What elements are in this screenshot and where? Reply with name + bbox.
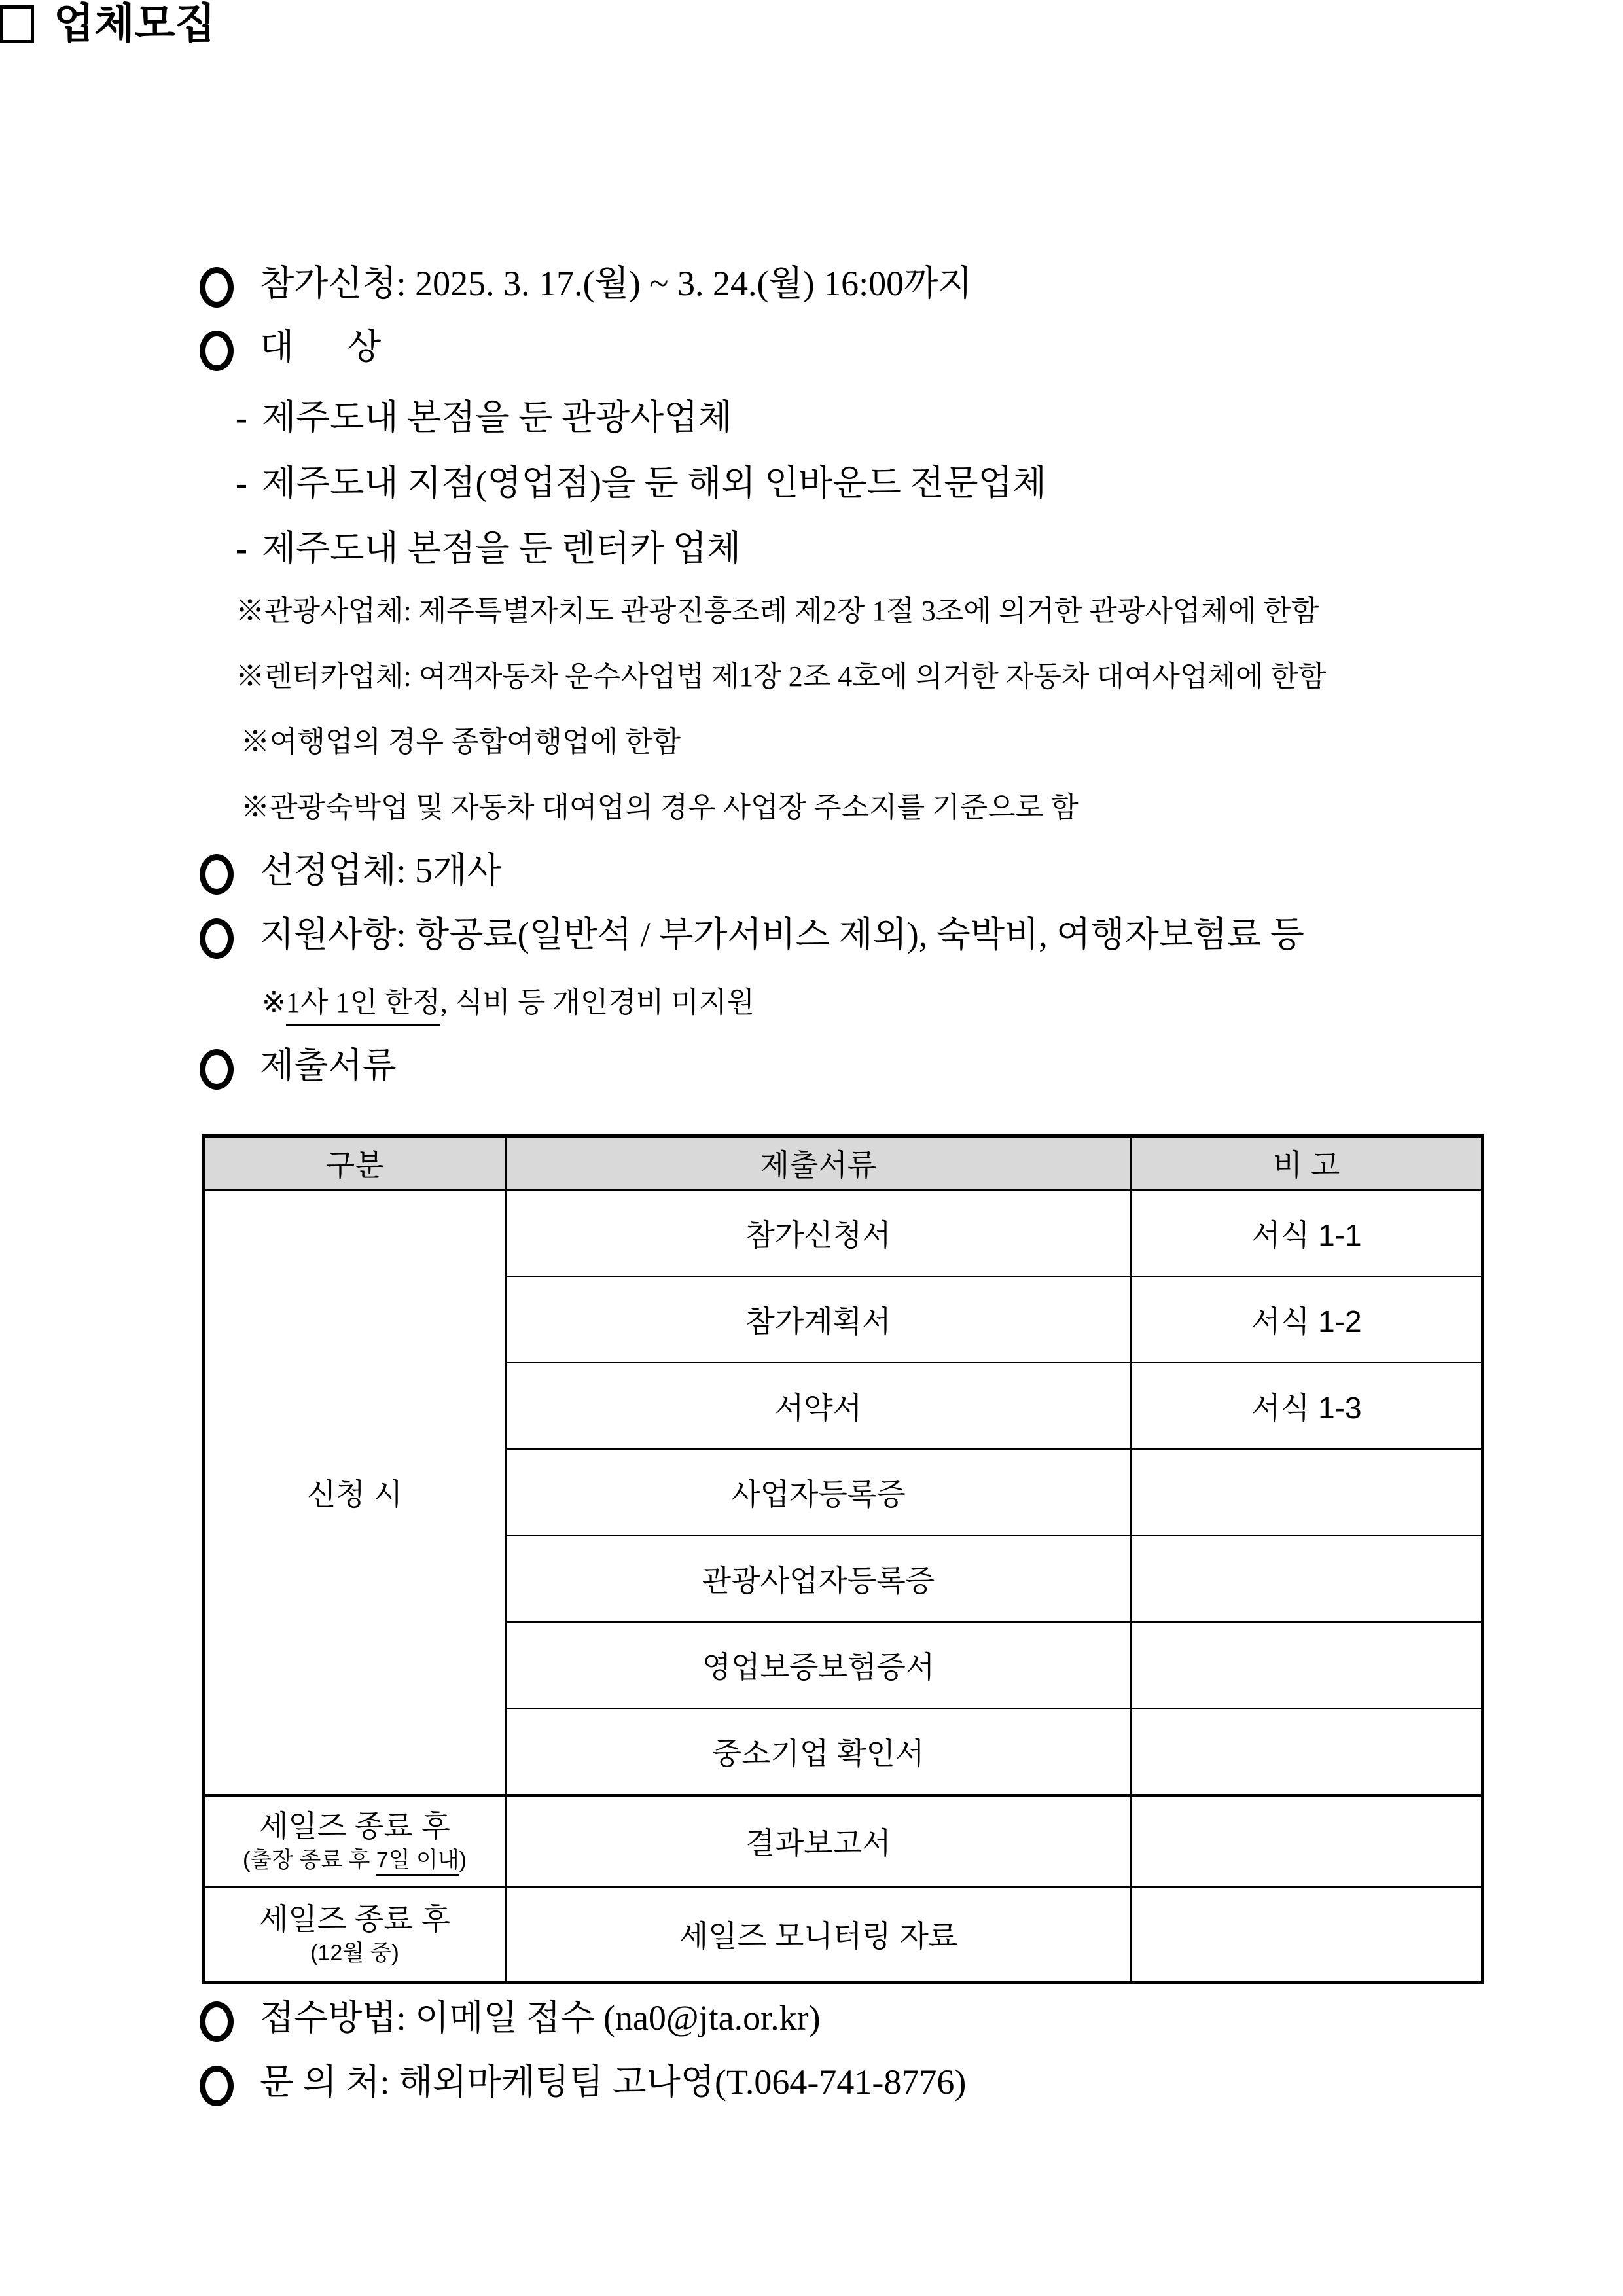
receipt-method-text: 접수방법: 이메일 접수 (na0@jta.or.kr) — [260, 1998, 821, 2037]
note-text: ※여행업의 경우 종합여행업에 한함 — [241, 726, 681, 758]
dash-icon: - — [236, 529, 247, 568]
bullet-target — [200, 324, 381, 371]
cell-document: 참가계획서 — [506, 1276, 1132, 1363]
category-line1: 세일즈 종료 후 — [259, 1809, 451, 1843]
asterisk-marker: ※ — [262, 986, 286, 1018]
table-row — [204, 1190, 1483, 1277]
circle-bullet-icon — [200, 918, 234, 959]
cell-remark — [1132, 1449, 1483, 1535]
cell-category-application: 신청 시 — [204, 1190, 506, 1796]
header-remarks: 비 고 — [1132, 1136, 1483, 1190]
bullet-receipt-method — [200, 1995, 821, 2042]
circle-bullet-icon — [200, 1049, 234, 1090]
circle-bullet-icon — [200, 267, 234, 308]
target-item-text: 제주도내 본점을 둔 렌터카 업체 — [261, 529, 741, 568]
dash-icon: - — [236, 398, 247, 437]
note-text: ※관광숙박업 및 자동차 대여업의 경우 사업장 주소지를 기준으로 함 — [241, 791, 1079, 823]
note-text: ※렌터카업체: 여객자동차 운수사업법 제1장 2조 4호에 의거한 자동차 대여사업체에 한함 — [236, 660, 1327, 692]
selected-count-text: 선정업체: 5개사 — [260, 851, 501, 890]
cell-document: 사업자등록증 — [506, 1449, 1132, 1535]
target-item — [236, 460, 1046, 506]
category-line2: (출장 종료 후 7일 이내) — [205, 1845, 504, 1875]
target-label-text: 대 상 — [260, 327, 382, 367]
cell-document: 참가신청서 — [506, 1190, 1132, 1277]
table-row-after-sales-monitoring — [204, 1887, 1483, 1982]
cell-remark — [1132, 1887, 1483, 1982]
cell-remark — [1132, 1708, 1483, 1795]
note-rest-text: , 식비 등 개인경비 미지원 — [440, 986, 755, 1018]
table-row-after-sales-report — [204, 1795, 1483, 1887]
cell-document: 결과보고서 — [506, 1795, 1132, 1887]
deadline-underlined: 7일 이내 — [376, 1848, 459, 1876]
note-address-standard — [241, 789, 1079, 827]
cell-remark — [1132, 1795, 1483, 1887]
apply-period-text: 참가신청: 2025. 3. 17.(월) ~ 3. 24.(월) 16:00까지 — [260, 264, 972, 303]
note-support-limit — [262, 984, 755, 1026]
dash-icon: - — [236, 463, 247, 503]
circle-bullet-icon — [200, 854, 234, 895]
bullet-documents — [200, 1043, 397, 1090]
bullet-support — [200, 912, 1304, 959]
bullet-contact — [200, 2059, 966, 2106]
table-header-row — [204, 1136, 1483, 1190]
circle-bullet-icon — [200, 2066, 234, 2106]
category-line2: (12월 중) — [310, 1941, 399, 1965]
cell-document: 영업보증보험증서 — [506, 1622, 1132, 1708]
target-item — [236, 526, 741, 571]
cell-remark: 서식 1-2 — [1132, 1276, 1483, 1363]
note-rentcar-business — [236, 658, 1326, 696]
note-travel-business — [241, 723, 681, 761]
cell-category-after-sales-dec — [204, 1887, 506, 1982]
cell-remark — [1132, 1622, 1483, 1708]
contact-text: 문 의 처: 해외마케팅팀 고나영(T.064-741-8776) — [260, 2062, 967, 2102]
bullet-apply-period — [200, 260, 972, 308]
note-tourism-business — [236, 592, 1319, 630]
cell-document: 중소기업 확인서 — [506, 1708, 1132, 1795]
documents-label-text: 제출서류 — [260, 1046, 397, 1085]
cell-document: 세일즈 모니터링 자료 — [506, 1887, 1132, 1982]
header-category: 구분 — [204, 1136, 506, 1190]
circle-bullet-icon — [200, 2001, 234, 2042]
circle-bullet-icon — [200, 331, 234, 371]
cell-document: 관광사업자등록증 — [506, 1535, 1132, 1622]
square-bullet-icon — [0, 5, 34, 43]
bullet-selected-count — [200, 848, 501, 895]
support-text: 지원사항: 항공료(일반석 / 부가서비스 제외), 숙박비, 여행자보험료 등 — [260, 915, 1304, 954]
cell-remark — [1132, 1535, 1483, 1622]
submission-documents-table — [202, 1134, 1484, 1984]
target-item-text: 제주도내 본점을 둔 관광사업체 — [261, 398, 732, 437]
note-text: ※관광사업체: 제주특별자치도 관광진흥조례 제2장 1절 3조에 의거한 관광사업체에 한함 — [236, 595, 1319, 627]
section-title-text: 업체모집 — [54, 1, 216, 47]
cell-category-after-sales — [204, 1795, 506, 1887]
cell-remark: 서식 1-1 — [1132, 1190, 1483, 1277]
cell-document: 서약서 — [506, 1363, 1132, 1449]
category-line1: 세일즈 종료 후 — [259, 1902, 451, 1936]
section-heading — [0, 0, 1623, 48]
note-underlined-text: 1사 1인 한정 — [286, 984, 440, 1026]
header-documents: 제출서류 — [506, 1136, 1132, 1190]
target-item-text: 제주도내 지점(영업점)을 둔 해외 인바운드 전문업체 — [261, 463, 1046, 503]
target-item — [236, 395, 732, 440]
cell-remark: 서식 1-3 — [1132, 1363, 1483, 1449]
